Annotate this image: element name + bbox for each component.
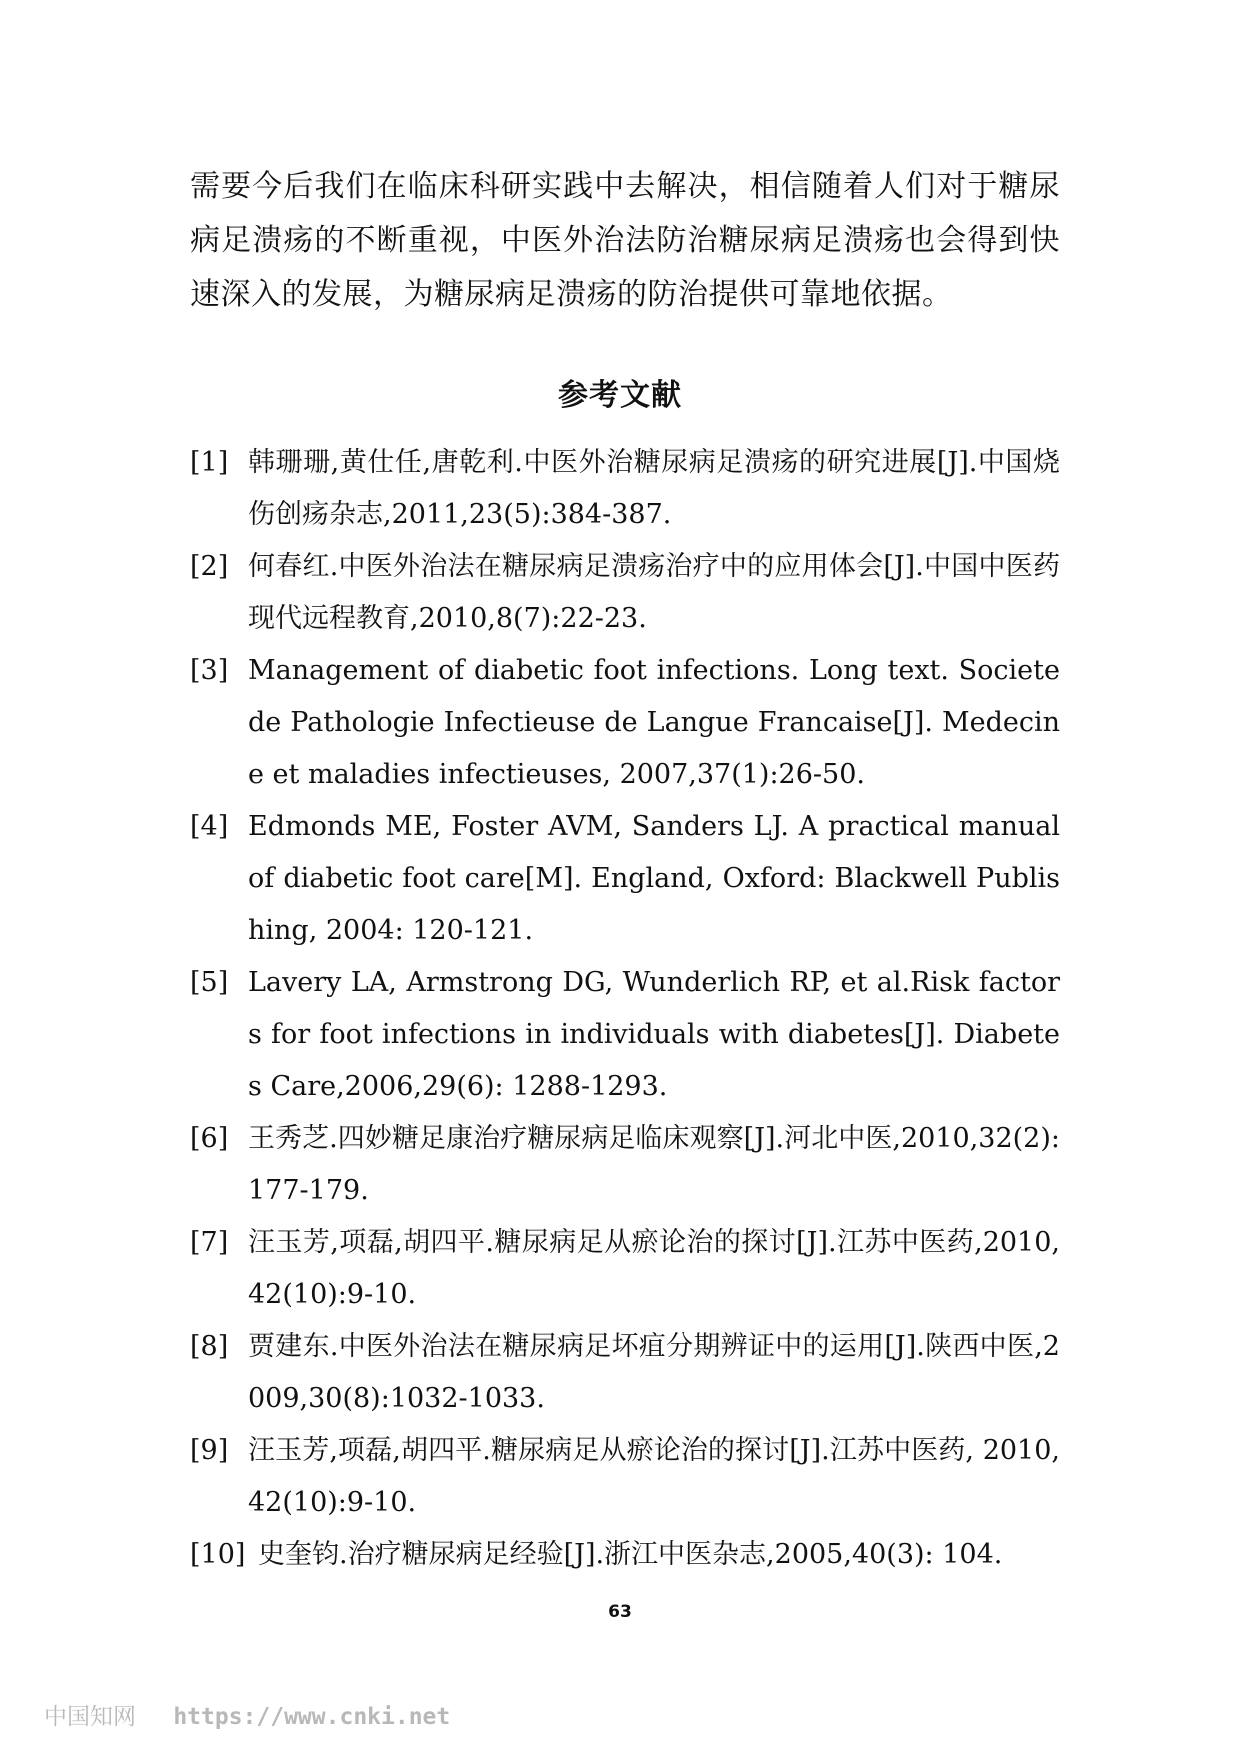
reference-item [190,645,1060,801]
references-title: 参考文献 [558,378,682,413]
reference-number: [2] [190,551,229,582]
watermark [44,1698,450,1731]
reference-item [190,1217,1060,1321]
reference-item [190,1321,1060,1425]
page-number: 63 [608,1602,632,1622]
reference-text: Lavery LA, Armstrong DG, Wunderlich RP, et al.Risk factors for foot infections in individuals with diabetes[J]. Diabetes Care,2006,29(6): 1288-1293. [248,967,1060,1102]
reference-text: Edmonds ME, Foster AVM, Sanders LJ. A practical manual of diabetic foot care[M]. England, Oxford: Blackwell Publishing, 2004: 120-121. [248,811,1060,946]
reference-text: 王秀芝.四妙糖足康治疗糖尿病足临床观察[J].河北中医,2010,32(2): 177-179. [248,1123,1060,1206]
reference-item [190,1425,1060,1529]
reference-list [190,437,1060,1581]
reference-text: 韩珊珊,黄仕任,唐乾利.中医外治糖尿病足溃疡的研究进展[J].中国烧伤创疡杂志,2011,23(5):384-387. [248,447,1060,530]
reference-number: [9] [190,1435,229,1466]
reference-item [190,1113,1060,1217]
reference-item [190,437,1060,541]
reference-item [190,541,1060,645]
body-paragraph: 需要今后我们在临床科研实践中去解决，相信随着人们对于糖尿病足溃疡的不断重视，中医外治法防治糖尿病足溃疡也会得到快速深入的发展，为糖尿病足溃疡的防治提供可靠地依据。 [190,169,1060,312]
reference-number: [7] [190,1227,229,1258]
reference-text: 何春红.中医外治法在糖尿病足溃疡治疗中的应用体会[J].中国中医药现代远程教育,2010,8(7):22-23. [248,551,1060,634]
reference-number: [4] [190,811,229,842]
watermark-url: https://www.cnki.net [173,1704,451,1730]
reference-item [190,1529,1060,1581]
reference-text: Management of diabetic foot infections. Long text. Societe de Pathologie Infectieuse de Langue Francaise[J]. Medecine et maladies infectieuses, 2007,37(1):26-50. [248,655,1060,790]
watermark-name: 中国知网 [44,1704,136,1730]
reference-text: 史奎钧.治疗糖尿病足经验[J].浙江中医杂志,2005,40(3): 104. [258,1539,1003,1570]
reference-item [190,801,1060,957]
reference-text: 汪玉芳,项磊,胡四平.糖尿病足从瘀论治的探讨[J].江苏中医药,2010,42(10):9-10. [248,1227,1060,1310]
reference-number: [10] [190,1539,246,1570]
reference-number: [3] [190,655,229,686]
reference-number: [1] [190,447,229,478]
reference-number: [8] [190,1331,229,1362]
reference-number: [5] [190,967,229,998]
reference-text: 贾建东.中医外治法在糖尿病足坏疽分期辨证中的运用[J].陕西中医,2009,30(8):1032-1033. [248,1331,1060,1414]
reference-text: 汪玉芳,项磊,胡四平.糖尿病足从瘀论治的探讨[J].江苏中医药, 2010, 42(10):9-10. [248,1435,1060,1518]
reference-item [190,957,1060,1113]
reference-number: [6] [190,1123,229,1154]
